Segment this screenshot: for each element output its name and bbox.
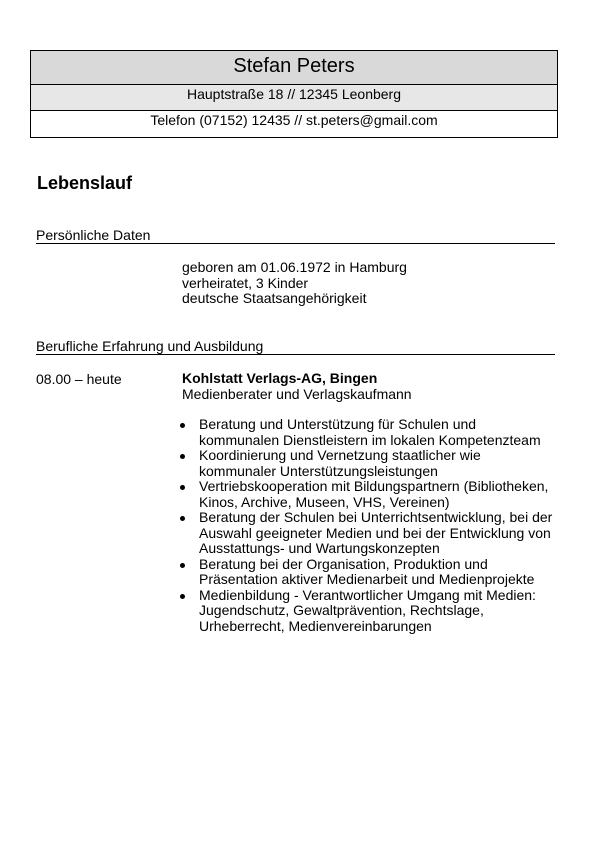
list-item xyxy=(182,510,562,557)
entry-period: 08.00 – heute xyxy=(36,371,122,387)
personal-detail-line: geboren am 01.06.1972 in Hamburg xyxy=(182,259,407,275)
list-item xyxy=(182,479,562,510)
applicant-contact: Telefon (07152) 12435 // st.peters@gmail.com xyxy=(31,111,557,137)
list-item-line: Vertriebskooperation mit Bildungspartnern (Bibliotheken, xyxy=(199,478,549,494)
list-item xyxy=(182,557,562,588)
list-item-line: Ausstattungs- und Wartungskonzepten xyxy=(199,540,440,556)
list-item-line: Beratung und Unterstützung für Schulen und xyxy=(199,416,477,432)
list-item-line: Beratung der Schulen bei Unterrichtsentwicklung, bei der xyxy=(199,509,553,525)
bullet-icon xyxy=(180,516,185,521)
applicant-address: Hauptstraße 18 // 12345 Leonberg xyxy=(31,85,557,111)
applicant-name: Stefan Peters xyxy=(31,51,557,85)
list-item-line: Jugendschutz, Gewaltprävention, Rechtslage, xyxy=(199,602,484,618)
section-heading-personal: Persönliche Daten xyxy=(36,227,555,244)
career-entry xyxy=(182,371,562,634)
list-item-line: Urheberrecht, Medienvereinbarungen xyxy=(199,617,432,634)
list-item-line: Beratung bei der Organisation, Produktion und xyxy=(199,555,488,572)
list-item xyxy=(182,588,562,635)
header-box xyxy=(30,50,558,138)
section-heading-career: Berufliche Erfahrung und Ausbildung xyxy=(36,338,555,355)
list-item-line: Präsentation aktiver Medienarbeit und Medienprojekte xyxy=(199,571,535,587)
list-item-line: Koordinierung und Vernetzung staatlicher wie xyxy=(199,447,481,463)
document-title: Lebenslauf xyxy=(37,173,133,193)
bullet-icon xyxy=(180,454,185,459)
bullet-icon xyxy=(180,594,185,599)
list-item xyxy=(182,448,562,479)
bullet-icon xyxy=(180,563,185,568)
list-item-line: Kinos, Archive, Museen, VHS, Vereinen) xyxy=(199,493,450,510)
entry-role: Medienberater und Verlagskaufmann xyxy=(182,385,412,402)
responsibility-list xyxy=(182,417,562,634)
list-item xyxy=(182,417,562,448)
personal-detail-line: verheiratet, 3 Kinder xyxy=(182,274,309,291)
list-item-line: Auswahl geeigneter Medien und bei der Entwicklung von xyxy=(199,524,551,541)
personal-details xyxy=(182,260,407,307)
list-item-line: Medienbildung - Verantwortlicher Umgang mit Medien: xyxy=(199,586,536,603)
list-item-line: kommunalen Dienstleistern im lokalen Kompetenzteam xyxy=(199,431,541,448)
bullet-icon xyxy=(180,423,185,428)
list-item-line: kommunaler Unterstützungsleistungen xyxy=(199,462,438,479)
bullet-icon xyxy=(180,485,185,490)
entry-company: Kohlstatt Verlags-AG, Bingen xyxy=(182,370,378,386)
personal-detail-line: deutsche Staatsangehörigkeit xyxy=(182,290,367,306)
